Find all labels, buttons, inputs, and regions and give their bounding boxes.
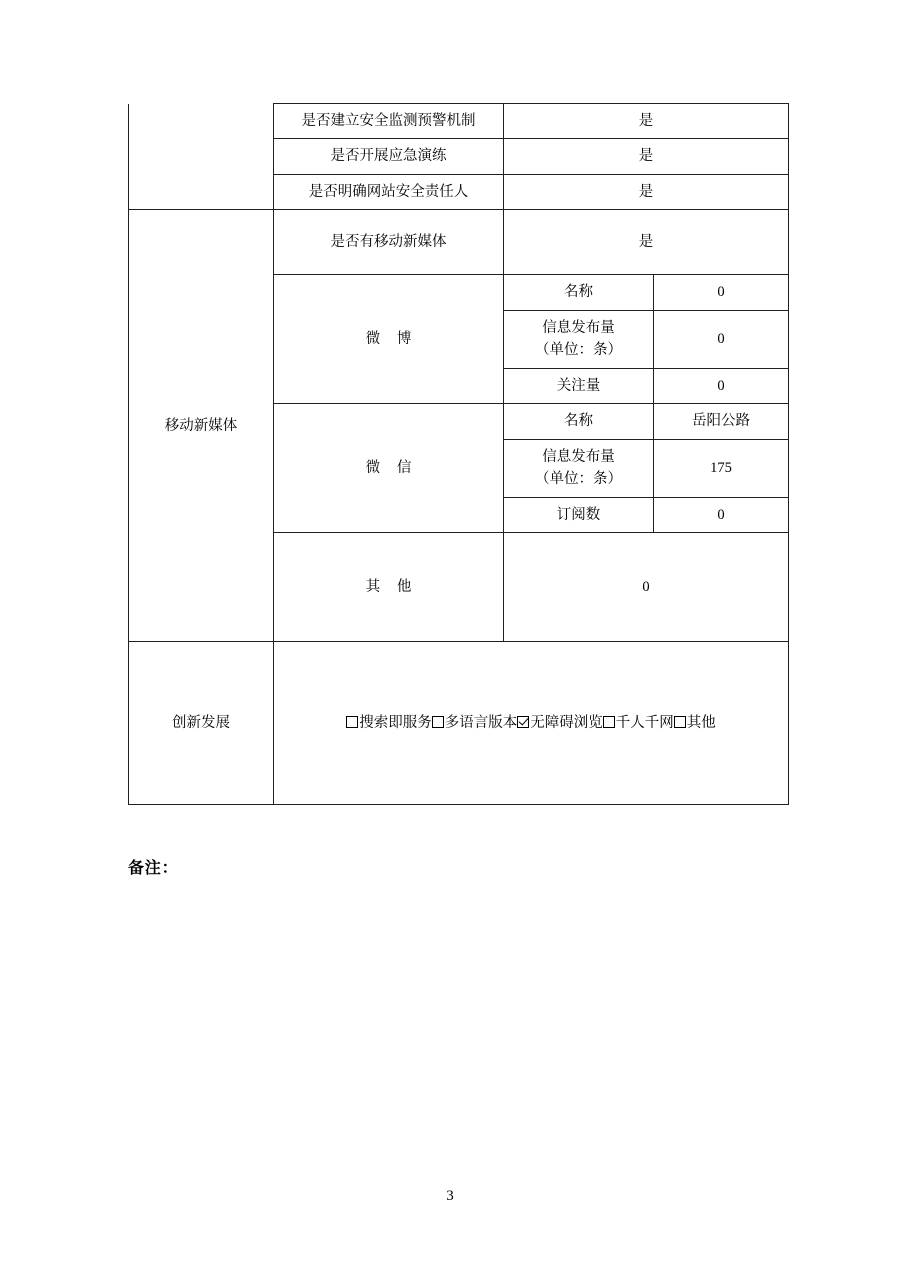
option-label-accessibility: 无障碍浏览 [530, 714, 603, 731]
weixin-name-key: 名称 [504, 404, 654, 439]
row-label-weibo: 微 博 [274, 275, 504, 404]
option-label-personalized-web: 千人千网 [615, 714, 674, 731]
row-label-security-officer: 是否明确网站安全责任人 [274, 174, 504, 209]
weibo-followers-value: 0 [654, 368, 789, 403]
option-accessibility[interactable] [517, 715, 603, 731]
option-label-search-as-service: 搜索即服务 [359, 714, 432, 731]
innovation-options [274, 642, 789, 805]
weixin-subscribers-value: 0 [654, 497, 789, 532]
weixin-posts-key-line1: 信息发布量 [542, 448, 615, 465]
option-multilingual[interactable] [432, 715, 518, 731]
option-search-as-service[interactable] [346, 715, 432, 731]
row-label-weixin: 微 信 [274, 404, 504, 533]
weibo-posts-key-line1: 信息发布量 [542, 319, 615, 336]
checkbox-checked-icon[interactable] [517, 716, 529, 728]
checkbox-icon[interactable] [346, 716, 358, 728]
option-other[interactable] [674, 715, 716, 731]
weibo-followers-key: 关注量 [504, 368, 654, 403]
table-row [129, 642, 789, 805]
weibo-name-key: 名称 [504, 275, 654, 310]
checkbox-icon[interactable] [674, 716, 686, 728]
weixin-name-value: 岳阳公路 [654, 404, 789, 439]
option-label-multilingual: 多语言版本 [444, 714, 518, 731]
table-row [129, 104, 789, 139]
weixin-subscribers-key: 订阅数 [504, 497, 654, 532]
website-report-table [128, 103, 789, 805]
row-value-has-mobile-media: 是 [504, 210, 789, 275]
row-label-other-media: 其 他 [274, 533, 504, 642]
table-row [129, 210, 789, 275]
weibo-posts-key-line2: （单位：条） [535, 342, 622, 359]
option-personalized-web[interactable] [603, 715, 674, 731]
row-value-emergency-drill: 是 [504, 139, 789, 174]
weixin-posts-key [504, 439, 654, 497]
remark-label: 备注： [128, 860, 179, 877]
blank-continuation-cell [129, 104, 274, 210]
weixin-posts-key-line2: （单位：条） [535, 471, 622, 488]
page-number: 3 [446, 1188, 454, 1204]
checkbox-icon[interactable] [603, 716, 615, 728]
option-label-other: 其他 [686, 714, 716, 731]
row-value-security-officer: 是 [504, 174, 789, 209]
weibo-posts-value: 0 [654, 310, 789, 368]
weibo-name-value: 0 [654, 275, 789, 310]
weibo-posts-key [504, 310, 654, 368]
row-value-security-warning: 是 [504, 104, 789, 139]
row-label-has-mobile-media: 是否有移动新媒体 [274, 210, 504, 275]
weixin-posts-value: 175 [654, 439, 789, 497]
section-label-mobile-media: 移动新媒体 [129, 210, 274, 642]
row-label-emergency-drill: 是否开展应急演练 [274, 139, 504, 174]
row-value-other-media: 0 [504, 533, 789, 642]
row-label-security-warning: 是否建立安全监测预警机制 [274, 104, 504, 139]
checkbox-icon[interactable] [432, 716, 444, 728]
section-label-innovation: 创新发展 [129, 642, 274, 805]
